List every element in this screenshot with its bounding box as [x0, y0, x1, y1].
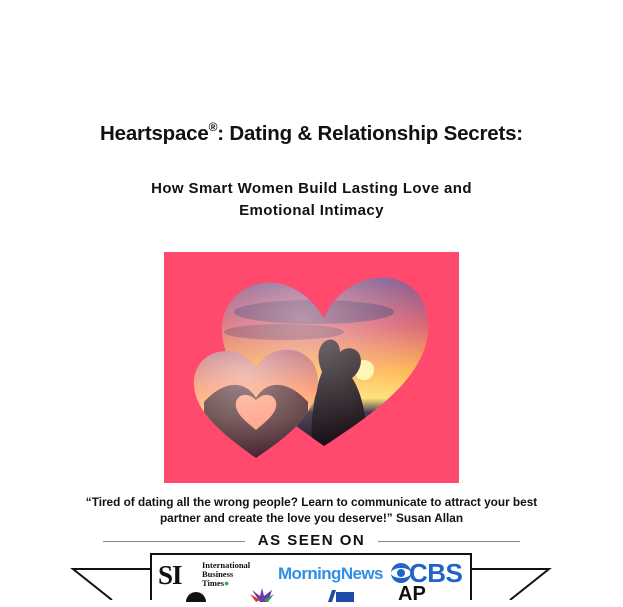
title-rest: : Dating & Relationship Secrets:	[217, 122, 523, 145]
document-subtitle	[0, 178, 623, 222]
ibt-line-3: Times●	[202, 578, 230, 588]
quote-line-1: “Tired of dating all the wrong people? Learn to communicate to attract your best	[85, 495, 538, 509]
as-seen-on-header	[0, 532, 623, 550]
subtitle-line-2: Emotional Intimacy	[239, 202, 384, 219]
testimonial-quote	[60, 494, 563, 526]
as-seen-on-label: AS SEEN ON	[257, 532, 366, 549]
subtitle-line-1: How Smart Women Build Lasting Love and	[151, 180, 472, 197]
quote-line-2: partner and create the love you deserve!” Susan Allan	[159, 511, 464, 525]
ibt-line-1: International	[202, 560, 251, 570]
ap-logo: AP	[398, 586, 426, 602]
hearts-sunset-illustration	[164, 252, 459, 483]
press-logos-banner	[0, 553, 623, 600]
document-title	[0, 122, 623, 146]
cbs-logo: CBS	[409, 558, 463, 588]
press-logos-box	[150, 553, 472, 600]
hero-heart-image	[164, 252, 459, 483]
ibt-line-2: Business	[202, 569, 234, 579]
registered-mark: ®	[208, 120, 218, 134]
morning-news-logo: MorningNews	[278, 564, 383, 583]
divider-right	[378, 541, 520, 542]
ibt-logo	[202, 561, 250, 588]
title-main: Heartspace	[100, 122, 209, 145]
si-logo: SI	[158, 560, 182, 590]
